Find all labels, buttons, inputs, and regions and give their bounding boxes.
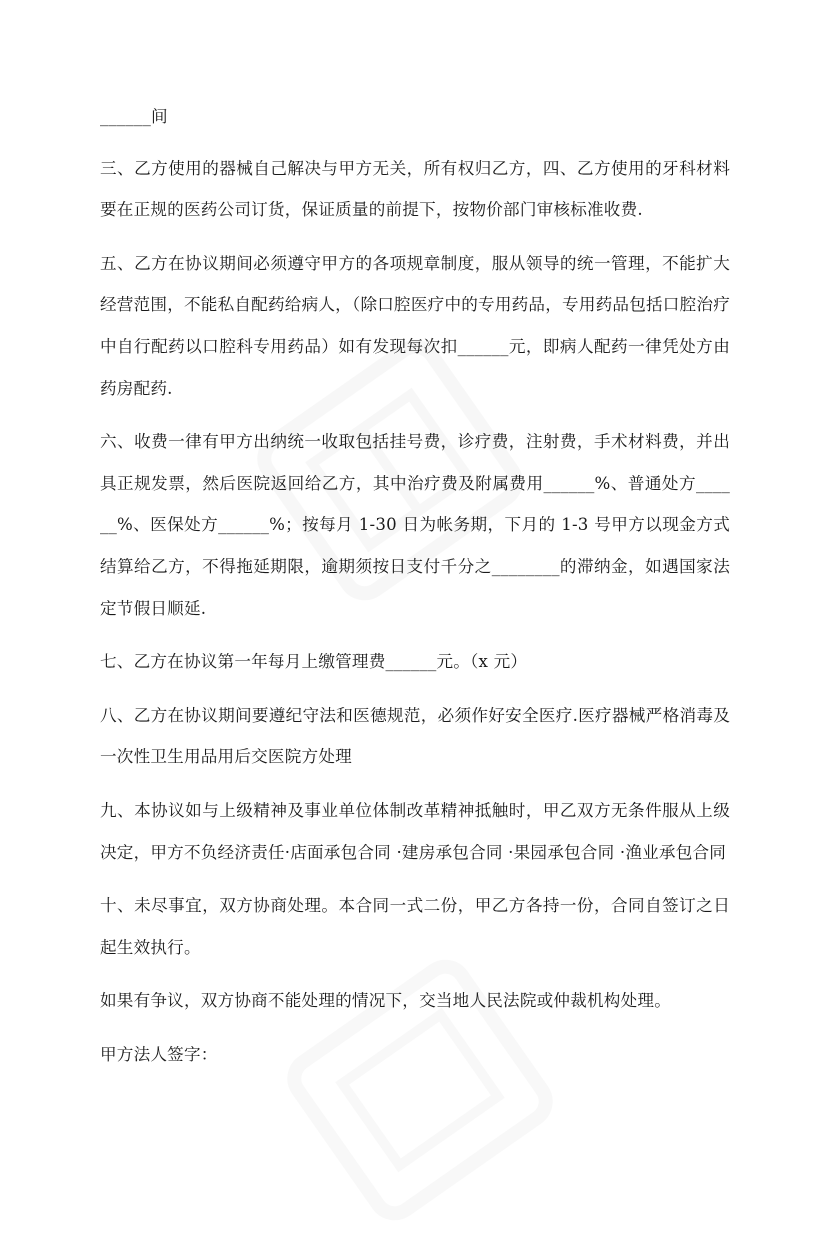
paragraph-clause-9: 九、本协议如与上级精神及事业单位体制改革精神抵触时，甲乙双方无条件服从上级决定，甲方不负经济责任·店面承包合同 ·建房承包合同 ·果园承包合同 ·渔业承包合同 (100, 800, 730, 862)
document-body (100, 96, 730, 1087)
paragraph-clause-3-4: 三、乙方使用的器械自己解决与甲方无关，所有权归乙方，四、乙方使用的牙科材料要在正规的医药公司订货，保证质量的前提下，按物价部门审核标准收费. (100, 158, 730, 220)
paragraph-intro-fragment: ______间 (100, 107, 168, 126)
paragraph-dispute: 如果有争议，双方协商不能处理的情况下，交当地人民法院或仲裁机构处理。 (100, 991, 671, 1011)
paragraph-clause-10: 十、未尽事宜，双方协商处理。本合同一式二份，甲乙方各持一份，合同自签订之日起生效执行。 (100, 896, 730, 957)
signature-label-party-a: 甲方法人签字： (100, 1044, 218, 1064)
paragraph-clause-8: 八、乙方在协议期间要遵纪守法和医德规范，必须作好安全医疗.医疗器械严格消毒及一次性卫生用品用后交医院方处理 (100, 705, 730, 767)
paragraph-clause-7: 七、乙方在协议第一年每月上缴管理费______元。（x 元） (100, 652, 528, 672)
paragraph-clause-6: 六、收费一律有甲方出纳统一收取包括挂号费，诊疗费，注射费，手术材料费，并出具正规发票，然后医院返回给乙方，其中治疗费及附属费用______%、普通处方______%、医保处方______%；按每月 1-30 日为帐务期，下月的 1-3 号甲方以现金方式结算给乙方，不得拖延期限，逾期须按日支付千分之________的滞纳金，如遇国家法定节假日顺延. (100, 432, 730, 618)
paragraph-clause-5: 五、乙方在协议期间必须遵守甲方的各项规章制度，服从领导的统一管理，不能扩大经营范围，不能私自配药给病人，（除口腔医疗中的专用药品，专用药品包括口腔治疗中自行配药以口腔科专用药品）如有发现每次扣______元，即病人配药一律凭处方由药房配药. (100, 253, 730, 398)
